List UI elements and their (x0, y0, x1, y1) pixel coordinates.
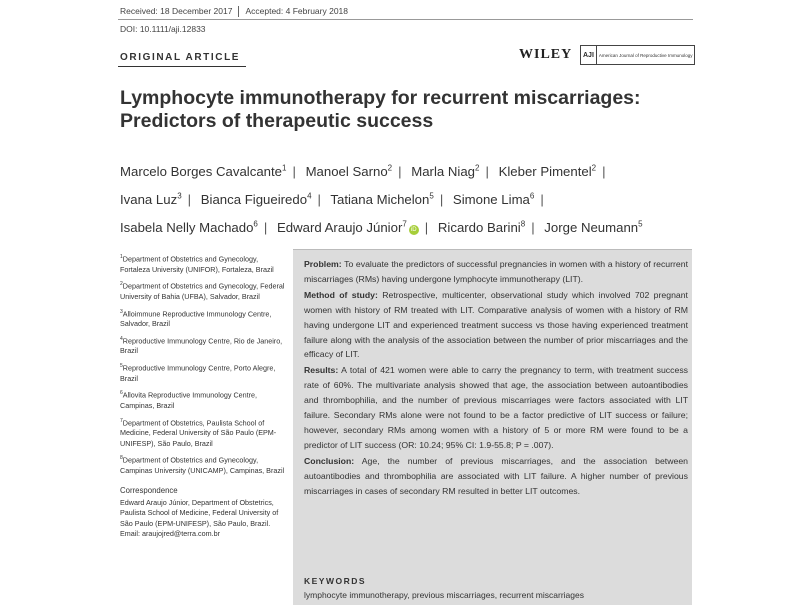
affiliation: $^5$Reproductive Immunology Centre, Porto Alegre, Brazil (120, 363, 276, 383)
divider (238, 6, 239, 17)
abstract (304, 257, 688, 500)
affiliations (120, 252, 285, 539)
journal-logo[interactable] (580, 45, 695, 65)
doi[interactable]: DOI: 10.1111/aji.12833 (120, 24, 206, 34)
correspondence-heading: Correspondence (120, 486, 178, 496)
author[interactable]: Bianca Figueiredo$^4$ (200, 191, 312, 208)
affiliation: $^2$Department of Obstetrics and Gynecology, Federal University of Bahia (UFBA), Salvador, Brazil (120, 281, 285, 301)
author[interactable]: Jorge Neumann$^5$ (544, 219, 643, 236)
publication-dates (120, 6, 348, 17)
author-line-1: Marcelo Borges Cavalcante$^1$ | Manoel Sarno$^2$ | Marla Niag$^2$ | Kleber Pimentel$^2$ | (120, 164, 606, 180)
affiliation: $^8$Department of Obstetrics and Gynecology, Campinas University (UNICAMP), Campinas, Brazil (120, 455, 285, 475)
correspondence-email[interactable]: Email: araujojred@terra.com.br (120, 528, 220, 538)
author[interactable]: Ivana Luz$^3$ (120, 191, 182, 208)
author[interactable]: Tatiana Michelon$^5$ (330, 191, 434, 208)
correspondence-address: Edward Araujo Júnior, Department of Obstetrics, Paulista School of Medicine, Federal University of São Paulo (EPM-UNIFESP), São Paulo, Brazil. (120, 498, 279, 528)
keywords-heading: KEYWORDS (304, 576, 367, 586)
affiliation: $^6$Allovita Reproductive Immunology Centre, Campinas, Brazil (120, 390, 258, 411)
author[interactable]: Marcelo Borges Cavalcante$^1$ (120, 164, 287, 180)
abstract-results: Results: A total of 421 women were able to carry the pregnancy to term, with treatment success rate of 60%. The multivariate analysis showed that age, the association between autoantibodies and thrombophilia, and the number of previous miscarriages were factors associated with LIT failure. Secondary RMs alone were not found to be a factor predictive of LIT success or failure; however, secondary RMs among women with a history of 5 or more RM were found to be a predictor of LIT success (OR: 10.24; 95% CI: 1.9-55.8; P = .007). (304, 365, 689, 450)
article-type-underline (118, 66, 246, 67)
abstract-problem: Problem: To evaluate the predictors of successful pregnancies in women with a history of recurrent miscarriages (RMs) having undergone lymphocyte immunotherapy (LIT). (304, 259, 688, 284)
author-line-3: Isabela Nelly Machado$^6$ | Edward Araujo Júnior$^7$iD | Ricardo Barini$^8$ | Jorge Neumann$^5$ (120, 219, 643, 236)
orcid-icon[interactable]: iD (409, 225, 419, 235)
title-line-1: Lymphocyte immunotherapy for recurrent miscarriages: (120, 87, 641, 109)
title-line-2: Predictors of therapeutic success (120, 110, 434, 132)
author[interactable]: Kleber Pimentel$^2$ (498, 164, 597, 180)
author[interactable]: Simone Lima$^6$ (452, 191, 535, 208)
author[interactable]: Ricardo Barini$^8$ (437, 219, 526, 236)
received-date: Received: 18 December 2017 (120, 6, 233, 16)
journal-abbr: AJI (581, 46, 597, 64)
affiliation: $^4$Reproductive Immunology Centre, Rio de Janeiro, Brazil (120, 335, 283, 356)
article-type: ORIGINAL ARTICLE (120, 52, 241, 63)
journal-name: American Journal of Reproductive Immunology (598, 52, 693, 58)
author[interactable]: Marla Niag$^2$ (411, 164, 480, 180)
author[interactable]: Manoel Sarno$^2$ (305, 164, 393, 180)
author-list (120, 157, 710, 241)
abstract-method: Method of study: Retrospective, multicenter, observational study which involved 702 pregnant women with history of RM treated with LIT. Comparative analysis of women with a history of RM having undergone LIT and experienced treatment success vs those having experienced treatment failure along with the analysis of the association between the number of prior miscarriages and the efficacy of LIT. (304, 289, 688, 360)
affiliation: $^3$Alloimmune Reproductive Immunology Centre, Salvador, Brazil (120, 308, 272, 329)
affiliation: $^1$Department of Obstetrics and Gynecology, Fortaleza University (UNIFOR), Fortaleza, Brazil (120, 254, 274, 274)
header-rule (118, 19, 693, 20)
keywords: lymphocyte immunotherapy, previous miscarriages, recurrent miscarriages (304, 590, 584, 600)
author[interactable]: Isabela Nelly Machado$^6$ (120, 219, 258, 236)
accepted-date: Accepted: 4 February 2018 (245, 6, 349, 16)
author-line-2: Ivana Luz$^3$ | Bianca Figueiredo$^4$ | Tatiana Michelon$^5$ | Simone Lima$^6$ | (120, 191, 544, 208)
author[interactable]: Edward Araujo Júnior$^7$iD (277, 220, 419, 235)
publisher-logo[interactable]: WILEY (519, 47, 573, 62)
abstract-conclusion: Conclusion: Age, the number of previous miscarriages, and the association between autoantibodies and thrombophilia are associated with LIT failure. A higher number of previous miscarriages in cases of secondary RM resulted in better LIT outcomes. (304, 455, 688, 496)
article-title (120, 87, 700, 133)
affiliation: $^7$Department of Obstetrics, Paulista School of Medicine, Federal University of São Paulo (EPM-UNIFESP), São Paulo, Brazil (120, 417, 277, 448)
